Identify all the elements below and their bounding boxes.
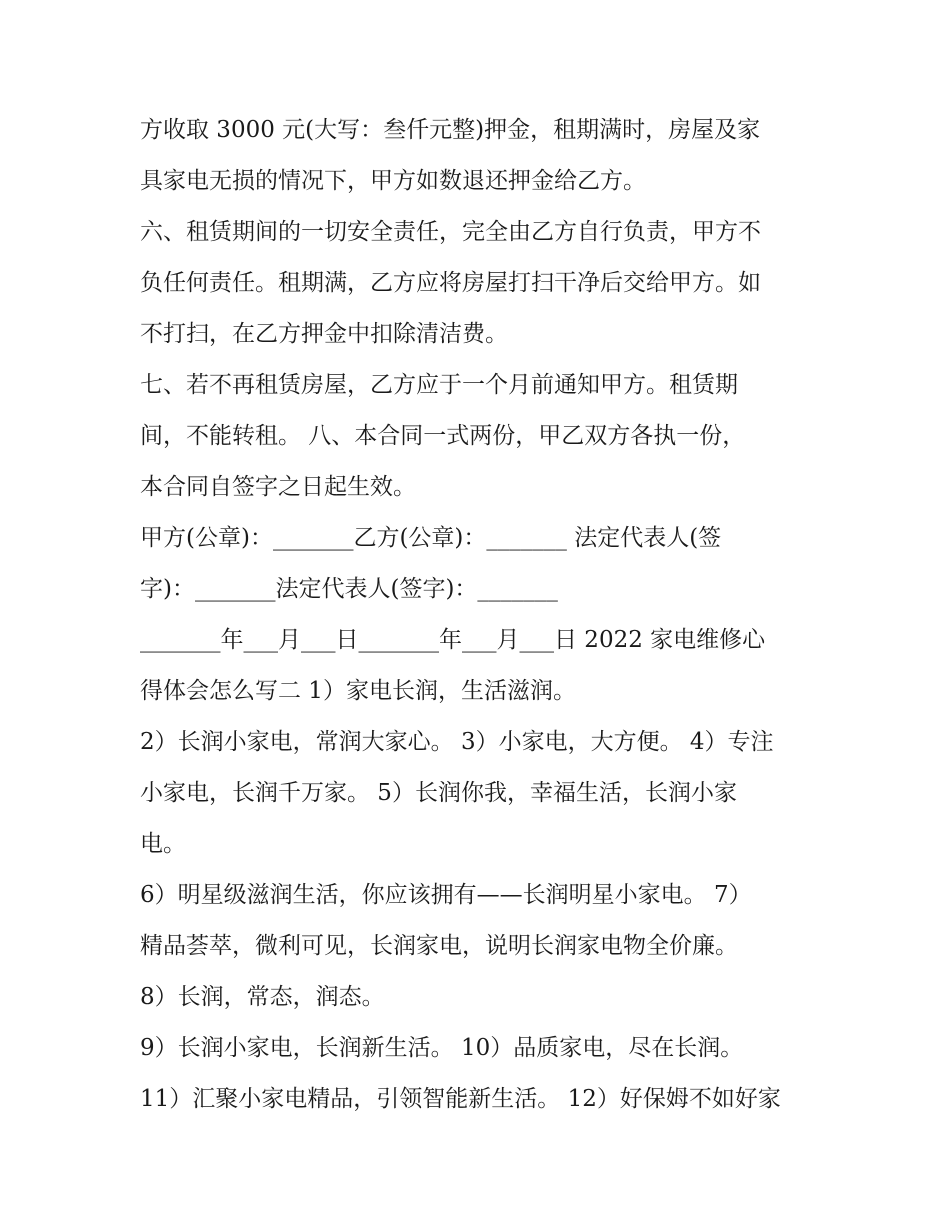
signature-line: 甲方(公章)：_______乙方(公章)：_______ 法定代表人(签 bbox=[140, 525, 722, 551]
text-line: 具家电无损的情况下，甲方如数退还押金给乙方。 bbox=[140, 168, 646, 194]
text-line: 电。 bbox=[140, 831, 186, 857]
text-line: 方收取 3000 元(大写：叁仟元整)押金，租期满时，房屋及家 bbox=[140, 117, 761, 143]
text-line: 不打扫，在乙方押金中扣除清洁费。 bbox=[140, 321, 508, 347]
text-line: 9）长润小家电，长润新生活。 10）品质家电，尽在长润。 bbox=[140, 1035, 744, 1061]
text-line: 2）长润小家电，常润大家心。 3）小家电，大方便。 4）专注 bbox=[140, 729, 774, 755]
text-line: 精品荟萃，微利可见，长润家电，说明长润家电物全价廉。 bbox=[140, 933, 738, 959]
document-body bbox=[140, 105, 820, 1125]
signature-line: 字)：_______法定代表人(签字)：_______ bbox=[140, 576, 558, 602]
date-line: _______年___月___日_______年___月___日 2022 家电维修心 bbox=[140, 627, 766, 653]
text-line: 六、租赁期间的一切安全责任，完全由乙方自行负责，甲方不 bbox=[140, 219, 761, 245]
text-line: 小家电，长润千万家。 5）长润你我，幸福生活，长润小家 bbox=[140, 780, 737, 806]
text-line: 本合同自签字之日起生效。 bbox=[140, 474, 416, 500]
text-line: 8）长润，常态，润态。 bbox=[140, 984, 385, 1010]
text-line: 间，不能转租。 八、本合同一式两份，甲乙双方各执一份， bbox=[140, 423, 746, 449]
text-line: 6）明星级滋润生活，你应该拥有——长润明星小家电。 7） bbox=[140, 882, 752, 908]
text-line: 11）汇聚小家电精品，引领智能新生活。 12）好保姆不如好家 bbox=[140, 1086, 781, 1112]
text-line: 七、若不再租赁房屋，乙方应于一个月前通知甲方。租赁期 bbox=[140, 372, 738, 398]
text-line: 得体会怎么写二 1）家电长润，生活滋润。 bbox=[140, 678, 576, 704]
text-line: 负任何责任。租期满，乙方应将房屋打扫干净后交给甲方。如 bbox=[140, 270, 761, 296]
